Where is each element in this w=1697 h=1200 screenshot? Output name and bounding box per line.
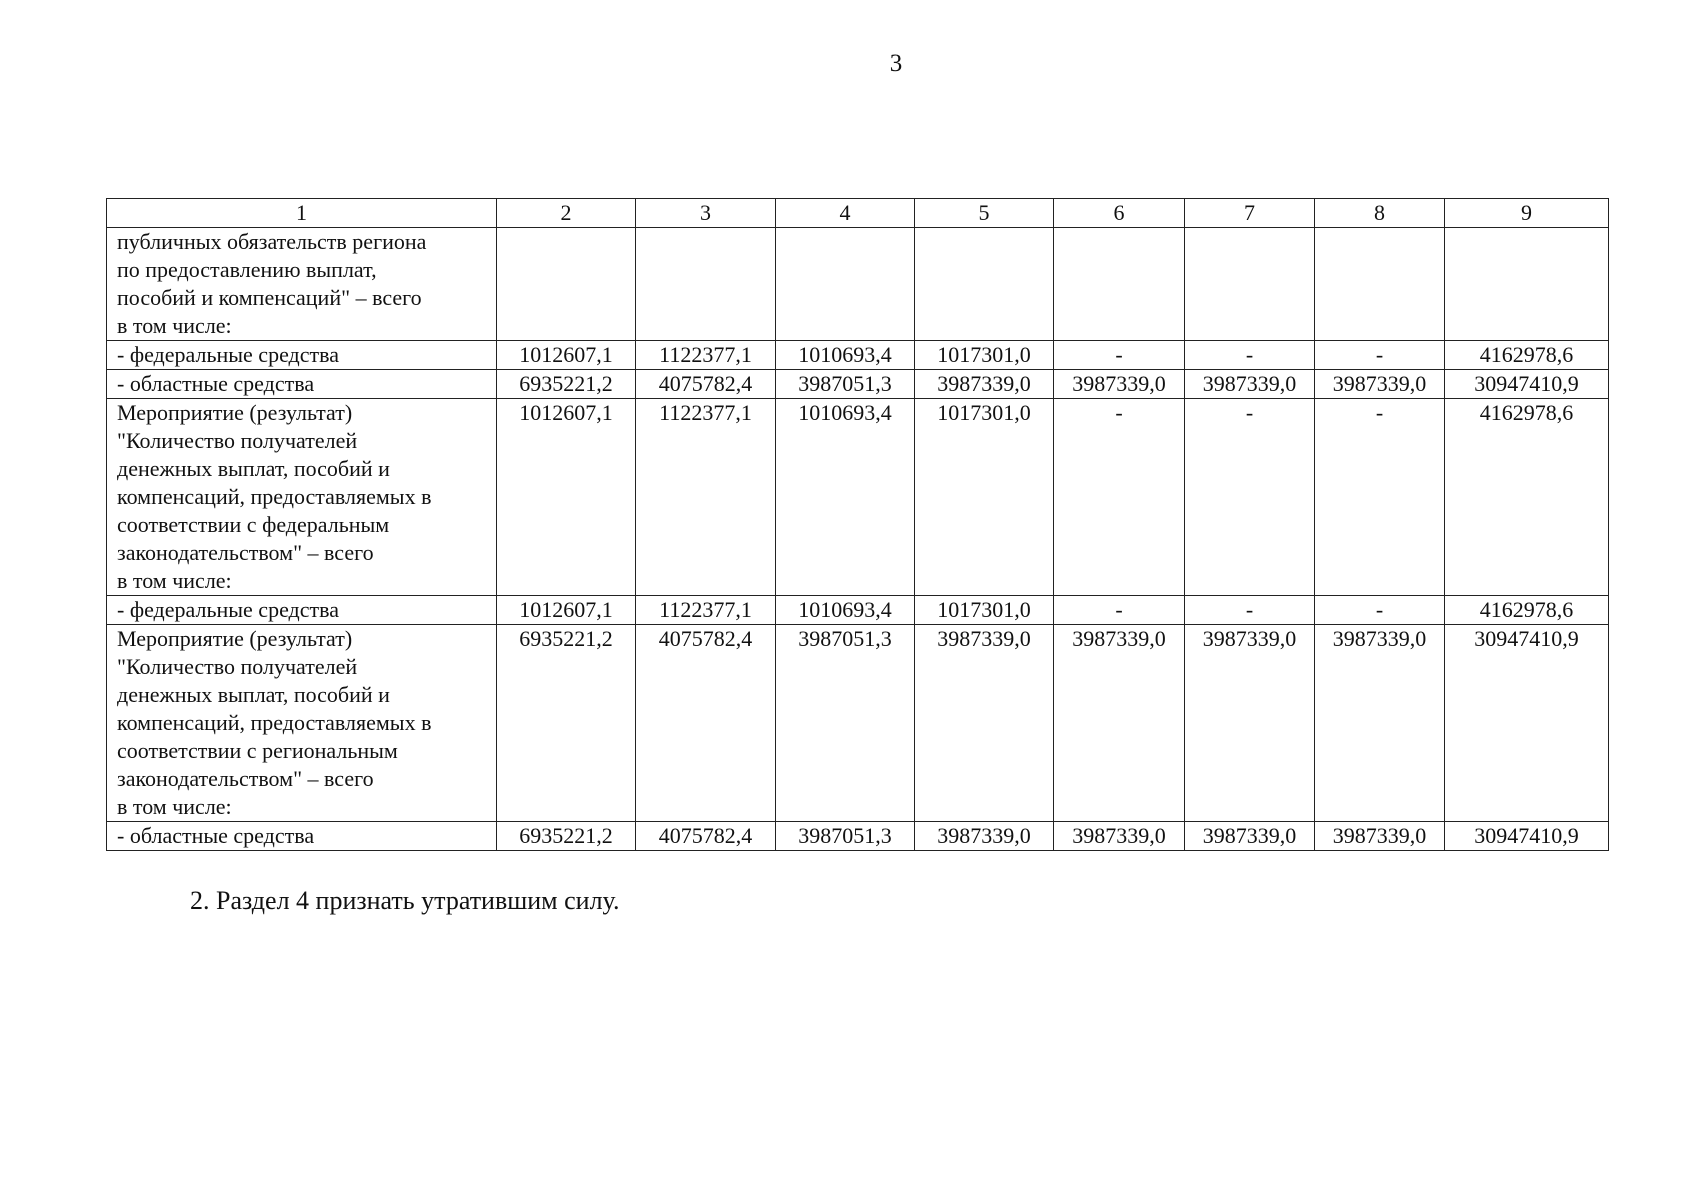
table-row bbox=[107, 625, 1609, 822]
table-cell: 3987051,3 bbox=[776, 822, 915, 851]
table-cell: 1010693,4 bbox=[776, 596, 915, 625]
page-number: 3 bbox=[889, 50, 903, 77]
row-label: Мероприятие (результат) "Количество получателей денежных выплат, пособий и компенсаций, предоставляемых в соответствии с региональным законодательством" – всего в том числе: bbox=[107, 625, 497, 822]
table-cell: 4075782,4 bbox=[636, 625, 776, 822]
column-header: 5 bbox=[915, 199, 1054, 228]
table-cell bbox=[1185, 228, 1315, 341]
table-cell: 1017301,0 bbox=[915, 399, 1054, 596]
table-cell: 4162978,6 bbox=[1445, 596, 1609, 625]
table-cell: - bbox=[1315, 341, 1445, 370]
table-cell: 3987339,0 bbox=[1054, 625, 1185, 822]
table-cell: 30947410,9 bbox=[1445, 370, 1609, 399]
table-cell: 1012607,1 bbox=[497, 341, 636, 370]
column-header: 4 bbox=[776, 199, 915, 228]
table-cell: 3987051,3 bbox=[776, 370, 915, 399]
table-cell bbox=[497, 228, 636, 341]
table-cell: 1010693,4 bbox=[776, 341, 915, 370]
table-cell bbox=[636, 228, 776, 341]
table-cell: - bbox=[1185, 596, 1315, 625]
table-cell: 3987339,0 bbox=[1185, 625, 1315, 822]
table-cell: - bbox=[1185, 399, 1315, 596]
table-cell bbox=[1315, 228, 1445, 341]
column-header: 6 bbox=[1054, 199, 1185, 228]
table-cell: - bbox=[1054, 596, 1185, 625]
column-header: 3 bbox=[636, 199, 776, 228]
table-cell: 30947410,9 bbox=[1445, 822, 1609, 851]
table-cell: 1010693,4 bbox=[776, 399, 915, 596]
table-cell: 1122377,1 bbox=[636, 596, 776, 625]
table-cell: 3987339,0 bbox=[1315, 822, 1445, 851]
table-cell: - bbox=[1054, 341, 1185, 370]
table-row bbox=[107, 822, 1609, 851]
table-cell: 3987051,3 bbox=[776, 625, 915, 822]
table-cell: 3987339,0 bbox=[1054, 822, 1185, 851]
column-header: 7 bbox=[1185, 199, 1315, 228]
table-cell: 6935221,2 bbox=[497, 370, 636, 399]
row-label: - федеральные средства bbox=[107, 341, 497, 370]
table-cell: 3987339,0 bbox=[1315, 370, 1445, 399]
table-cell bbox=[1054, 228, 1185, 341]
table-cell: 4075782,4 bbox=[636, 370, 776, 399]
table-cell: 3987339,0 bbox=[915, 625, 1054, 822]
row-label: публичных обязательств региона по предоставлению выплат, пособий и компенсаций" – всего в том числе: bbox=[107, 228, 497, 341]
table-cell: 4162978,6 bbox=[1445, 399, 1609, 596]
row-label: - федеральные средства bbox=[107, 596, 497, 625]
column-header: 8 bbox=[1315, 199, 1445, 228]
column-header: 1 bbox=[107, 199, 497, 228]
table-cell: 3987339,0 bbox=[915, 822, 1054, 851]
table-cell: 3987339,0 bbox=[1185, 370, 1315, 399]
row-label: - областные средства bbox=[107, 370, 497, 399]
table-cell: - bbox=[1185, 341, 1315, 370]
table-cell: 3987339,0 bbox=[1315, 625, 1445, 822]
column-header: 9 bbox=[1445, 199, 1609, 228]
table-cell: 3987339,0 bbox=[1185, 822, 1315, 851]
table-cell: 6935221,2 bbox=[497, 822, 636, 851]
table-cell: 1122377,1 bbox=[636, 399, 776, 596]
table-cell: 6935221,2 bbox=[497, 625, 636, 822]
table-cell: 3987339,0 bbox=[915, 370, 1054, 399]
table-row bbox=[107, 228, 1609, 341]
table-row bbox=[107, 596, 1609, 625]
table-cell: - bbox=[1315, 399, 1445, 596]
table-cell: - bbox=[1315, 596, 1445, 625]
table-cell bbox=[915, 228, 1054, 341]
table-cell: 1017301,0 bbox=[915, 341, 1054, 370]
table-cell: 30947410,9 bbox=[1445, 625, 1609, 822]
table-cell: 3987339,0 bbox=[1054, 370, 1185, 399]
table-row bbox=[107, 399, 1609, 596]
table-cell bbox=[776, 228, 915, 341]
table-cell: 1122377,1 bbox=[636, 341, 776, 370]
table-cell: - bbox=[1054, 399, 1185, 596]
table-cell bbox=[1445, 228, 1609, 341]
table-cell: 4162978,6 bbox=[1445, 341, 1609, 370]
table-cell: 1017301,0 bbox=[915, 596, 1054, 625]
row-label: Мероприятие (результат) "Количество получателей денежных выплат, пособий и компенсаций, предоставляемых в соответствии с федеральным законодательством" – всего в том числе: bbox=[107, 399, 497, 596]
table-cell: 4075782,4 bbox=[636, 822, 776, 851]
closing-paragraph: 2. Раздел 4 признать утратившим силу. bbox=[190, 886, 620, 915]
table-cell: 1012607,1 bbox=[497, 399, 636, 596]
table-header-row bbox=[107, 199, 1609, 228]
table-cell: 1012607,1 bbox=[497, 596, 636, 625]
table-row bbox=[107, 341, 1609, 370]
row-label: - областные средства bbox=[107, 822, 497, 851]
budget-table bbox=[106, 198, 1609, 851]
table-row bbox=[107, 370, 1609, 399]
column-header: 2 bbox=[497, 199, 636, 228]
